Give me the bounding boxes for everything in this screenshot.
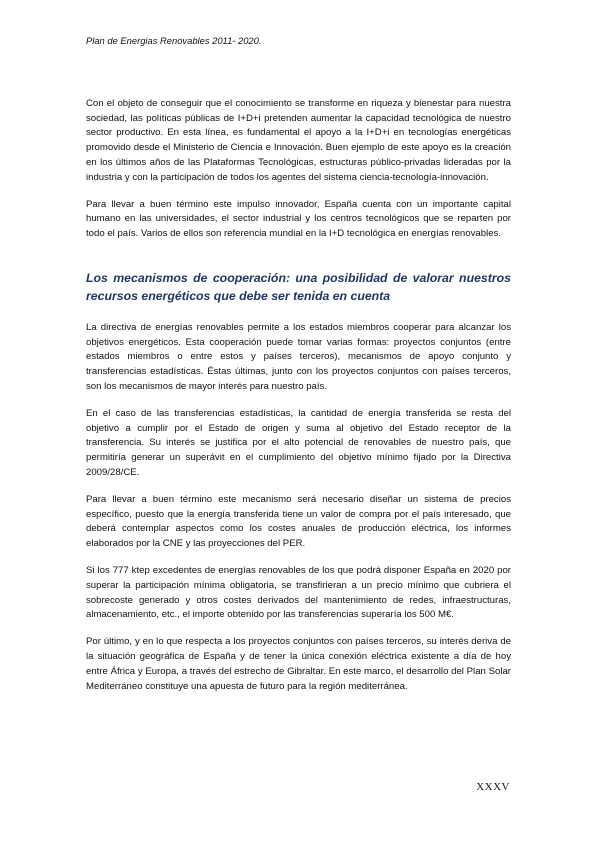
body-paragraph: Para llevar a buen término este impulso innovador, España cuenta con un importante capital humano en las universidades, el sector industrial y los centros tecnológicos que se reparten por todo el país. Varios de ellos son referencia mundial en la I+D tecnológica en energías renovables.: [86, 198, 511, 240]
section-heading: Los mecanismos de cooperación: una posibilidad de valorar nuestros recursos energéticos que debe ser tenida en cuenta: [86, 270, 511, 304]
body-paragraph: La directiva de energías renovables permite a los estados miembros cooperar para alcanzar los objetivos energéticos. Esta cooperación puede tomar varias formas: proyectos conjuntos (entre estados miembros o entre estos y países terceros), mecanismos de apoyo conjunto y transferencias estadísticas. Éstas últimas, junto con los proyectos conjuntos con países terceros, son los mecanismos de mayor interés para nuestro país.: [86, 321, 511, 392]
body-paragraph: Por último, y en lo que respecta a los proyectos conjuntos con países terceros, su interés deriva de la situación geográfica de España y de tener la única conexión eléctrica existente a día de hoy entre África y Europa, a través del estrecho de Gibraltar. En este marco, el desarrollo del Plan Solar Mediterráneo constituye una apuesta de futuro para la región mediterránea.: [86, 636, 511, 692]
body-paragraph: En el caso de las transferencias estadísticas, la cantidad de energía transferida se resta del objetivo a cumplir por el Estado de origen y suma al objetivo del Estado receptor de la transferencia. Su interés se justifica por el alto potencial de renovables de nuestro país, que permitiría generar un superávit en el cumplimiento del objetivo mínimo fijado por la Directiva 2009/28/CE.: [86, 407, 511, 478]
body-paragraph: Para llevar a buen término este mecanismo será necesario diseñar un sistema de precios específico, puesto que la energía transferida tiene un valor de compra por el país interesado, que deberá contemplar aspectos como los costes anuales de producción eléctrica, los informes elaborados por la CNE y las proyecciones del PER.: [86, 493, 511, 549]
page-content: [86, 97, 511, 707]
body-paragraph: Si los 777 ktep excedentes de energías renovables de los que podrá disponer España en 2020 por superar la participación mínima obligatoria, se transfirieran a un precio mínimo que cubriera el sobrecoste generado y otros costes derivados del mantenimiento de redes, infraestructuras, almacenamiento, etc., el importe obtenido por las transferencias superaría los 500 M€.: [86, 565, 511, 621]
page-number: XXXV: [476, 781, 510, 793]
body-paragraph: Con el objeto de conseguir que el conocimiento se transforme en riqueza y bienestar para nuestra sociedad, las políticas públicas de I+D+i pretenden aumentar la capacidad tecnológica de nuestro sector productivo. En esta línea, es fundamental el apoyo a la I+D+i en tecnologías energéticas promovido desde el Ministerio de Ciencia e Innovación. Buen ejemplo de este apoyo es la creación en los últimos años de las Plataformas Tecnológicas, estructuras público-privadas lideradas por la industria y con la participación de todos los agentes del sistema ciencia-tecnología-innovación.: [86, 98, 511, 183]
running-header: Plan de Energias Renovables 2011- 2020.: [86, 35, 262, 46]
